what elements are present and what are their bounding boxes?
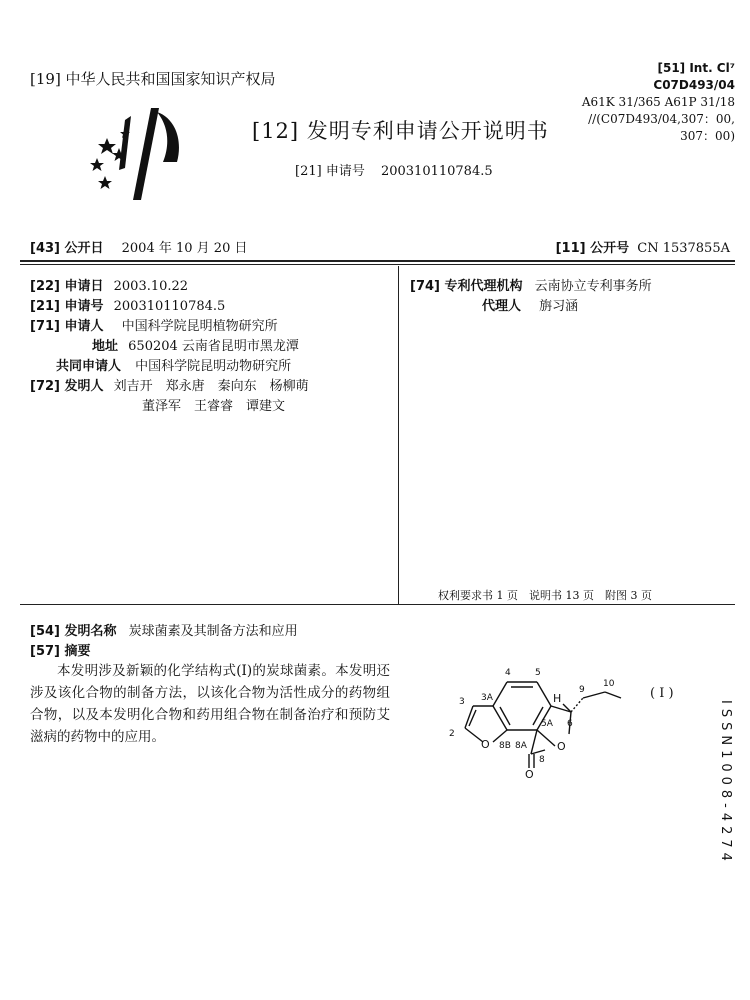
patent-office: [19] 中华人民共和国国家知识产权局 [30, 70, 276, 88]
atom-label: H [553, 692, 562, 705]
divider [20, 604, 735, 605]
bib-label: 共同申请人 [56, 359, 122, 374]
publication-date [30, 237, 247, 256]
publication-number [556, 237, 730, 256]
bib-label: [74] 专利代理机构 [410, 279, 523, 294]
bib-value: 董泽军 王睿睿 谭建文 [142, 399, 286, 414]
bib-row [30, 297, 309, 317]
issn-number: ISSN1008-4274 [718, 700, 733, 866]
atom-label: 10 [603, 679, 615, 689]
bib-row [30, 397, 309, 417]
ipc-line: C07D493/04 [653, 78, 735, 92]
atom-label: 8 [539, 755, 545, 765]
atom-label: 5 [535, 668, 541, 678]
ipc-line: [51] Int. Cl⁷ [657, 61, 735, 75]
ipc-line: //(C07D493/04,307：00, [588, 112, 735, 126]
application-number-header [295, 160, 493, 179]
atom-label: 2 [449, 729, 455, 739]
publication-date-label: [43] 公开日 [30, 241, 104, 256]
atom-label: O [557, 740, 566, 753]
bib-value: 旃习涵 [539, 299, 579, 314]
abstract-text: 本发明涉及新颖的化学结构式(I)的炭球菌素。本发明还涉及该化合物的制备方法，以该化合物为活性成分的药物组合物，以及本发明化合物和药用组合物在制备治疗和预防艾滋病的药物中的应用。 [30, 663, 390, 745]
bib-row [410, 277, 652, 297]
publication-number-value: CN 1537855A [637, 241, 730, 256]
bib-row [410, 297, 652, 317]
bib-value: 中国科学院昆明植物研究所 [121, 319, 278, 334]
bib-label: 代理人 [482, 299, 522, 314]
bib-label: [71] 申请人 [30, 319, 104, 334]
document-type: [12] 发明专利申请公开说明书 [252, 119, 549, 143]
bib-row [30, 317, 309, 337]
ipc-line: 307：00) [680, 129, 735, 143]
invention-title [30, 620, 298, 639]
atom-label: O [481, 738, 490, 751]
atom-label: 6 [567, 719, 573, 729]
ipc-classification [560, 60, 735, 145]
bibliographic-right [410, 277, 652, 317]
atom-label: 8A [515, 741, 527, 751]
title-value: 炭球菌素及其制备方法和应用 [128, 624, 298, 639]
publication-number-label: [11] 公开号 [555, 241, 630, 256]
application-number-value: 200310110784.5 [380, 164, 493, 179]
bib-label: [22] 申请日 [30, 279, 104, 294]
atom-label: 9 [579, 685, 585, 695]
ipc-line: A61K 31/365 A61P 31/18 [581, 95, 735, 109]
pages-summary: 权利要求书 1 页 说明书 13 页 附图 3 页 [438, 589, 652, 602]
sipo-logo-icon [85, 100, 205, 210]
application-number-label: [21] 申请号 [295, 164, 365, 179]
atom-label: O [525, 768, 534, 780]
atom-label: 3A [481, 693, 493, 703]
bib-value: 云南协立专利事务所 [534, 279, 652, 294]
bib-value: 2003.10.22 [113, 279, 189, 294]
bib-row [30, 277, 309, 297]
bib-label: 地址 [92, 339, 119, 354]
bib-value: 200310110784.5 [113, 299, 226, 314]
bib-row [30, 357, 309, 377]
atom-label: 3 [459, 697, 465, 707]
bib-row [30, 337, 309, 357]
bib-value: 刘吉开 郑永唐 秦向东 杨柳萌 [113, 379, 309, 394]
abstract-label: [57] 摘要 [30, 644, 91, 659]
bib-row [30, 377, 309, 397]
publication-date-value: 2004 年 10 月 20 日 [121, 241, 248, 256]
divider [20, 264, 735, 265]
bib-value: 中国科学院昆明动物研究所 [135, 359, 292, 374]
bib-label: [72] 发明人 [30, 379, 104, 394]
title-label: [54] 发明名称 [30, 624, 117, 639]
formula-label: ( I ) [650, 686, 674, 701]
atom-label: 4 [505, 668, 511, 678]
column-divider [398, 266, 399, 604]
bibliographic-left [30, 277, 309, 417]
bib-value: 650204 云南省昆明市黑龙潭 [128, 339, 299, 354]
divider [20, 260, 735, 262]
atom-label: 8B [499, 741, 511, 751]
bib-label: [21] 申请号 [30, 299, 104, 314]
atom-label: 5A [541, 719, 553, 729]
chemical-structure [445, 650, 675, 780]
